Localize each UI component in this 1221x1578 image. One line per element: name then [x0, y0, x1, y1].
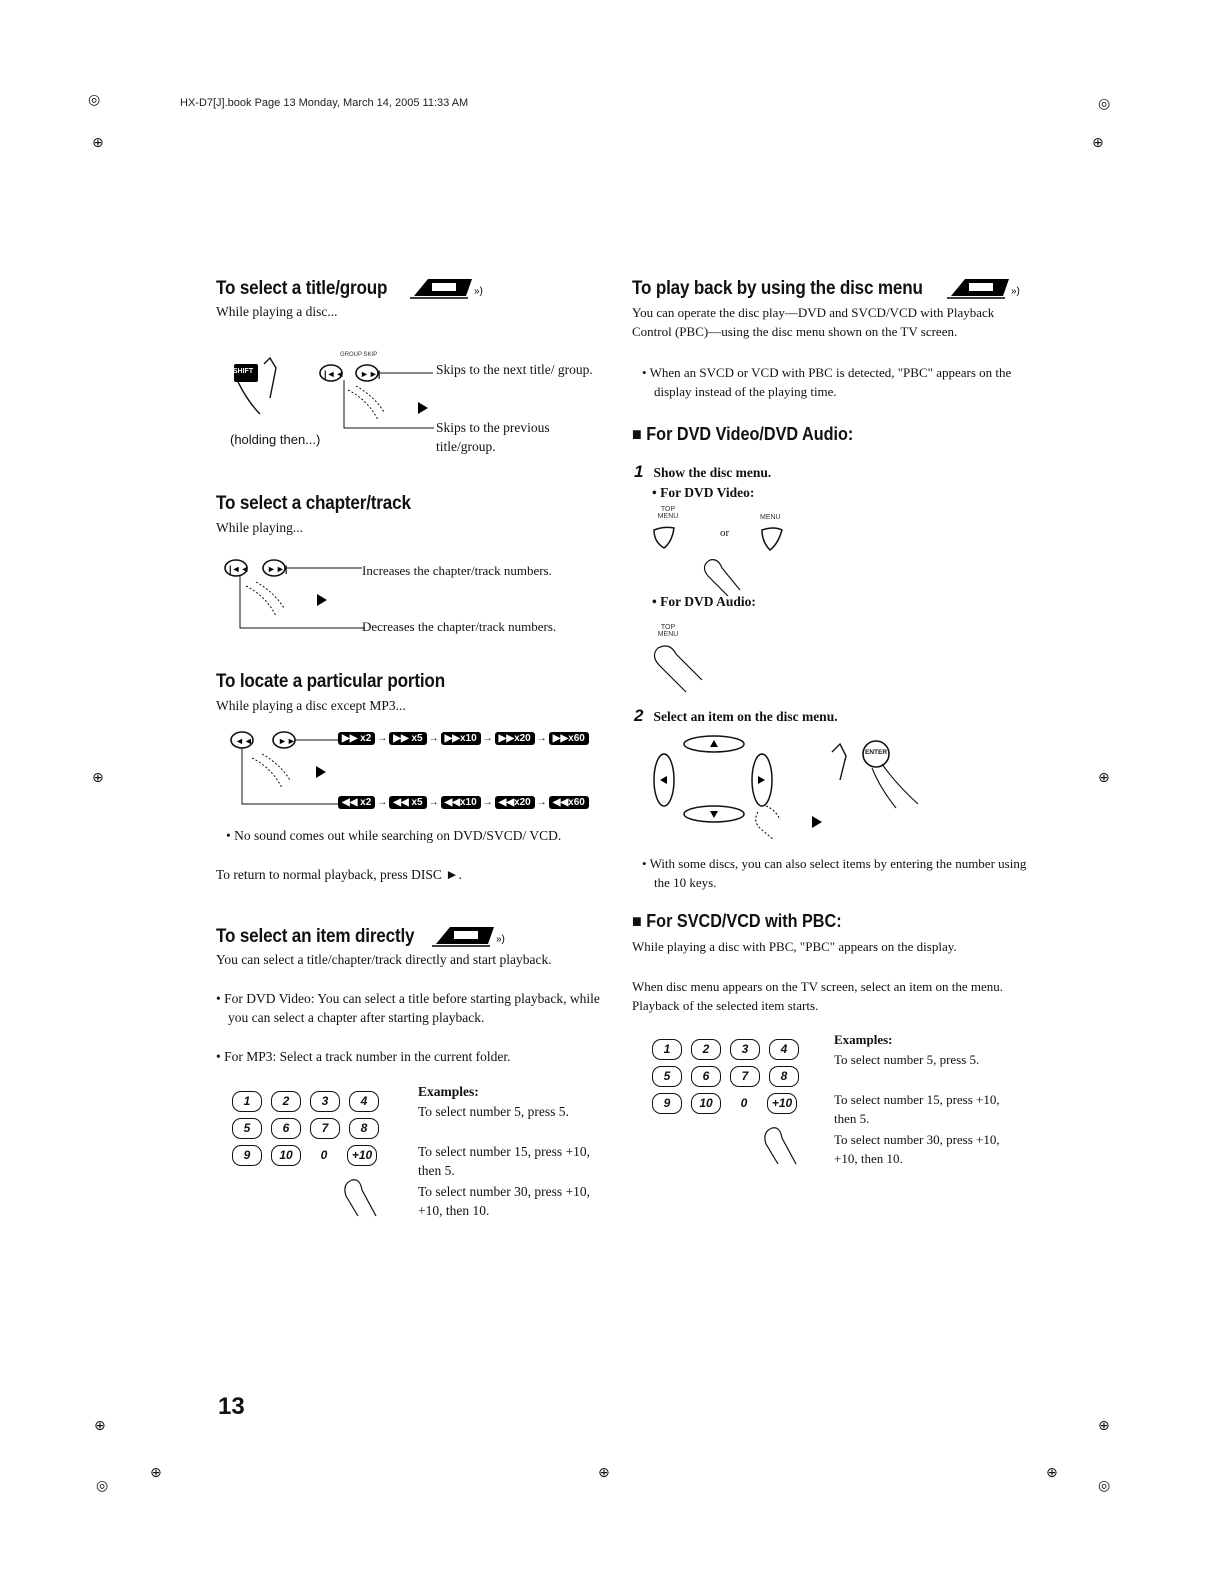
key-5: 5 — [652, 1066, 682, 1087]
key-10: 10 — [271, 1145, 301, 1166]
registration-mark-icon: ⊕ — [1098, 1418, 1110, 1434]
step-text: Select an item on the disc menu. — [653, 709, 838, 724]
svg-text:»): ») — [474, 286, 484, 297]
key-plus10: +10 — [347, 1145, 377, 1166]
key-5: 5 — [232, 1118, 262, 1139]
remote-only-icon — [432, 924, 512, 950]
key-3: 3 — [310, 1091, 340, 1112]
registration-mark-icon: ◎ — [96, 1478, 109, 1494]
chapter-title: To select a chapter/track — [216, 493, 411, 514]
svg-text:»): ») — [1011, 286, 1021, 297]
title-group-intro: While playing a disc... — [216, 304, 338, 319]
key-2: 2 — [271, 1091, 301, 1112]
direct-intro: You can select a title/chapter/track directly and start playback. — [216, 952, 552, 967]
speed-chip: ▶▶ x5 — [389, 732, 426, 745]
registration-mark-icon: ⊕ — [92, 135, 104, 151]
disc-menu-intro: You can operate the disc play—DVD and SVCD/VCD with Playback Control (PBC)—using the disc menu shown on the TV screen. — [632, 305, 995, 339]
step-number: 1 — [634, 462, 644, 481]
direct-title: To select an item directly — [216, 926, 415, 947]
registration-mark-icon: ⊕ — [92, 770, 104, 786]
remote-only-icon — [947, 276, 1027, 302]
svcd-examples-heading: Examples: — [834, 1032, 893, 1047]
svcd-number-keypad — [652, 1036, 799, 1117]
key-8: 8 — [349, 1118, 379, 1139]
svcd-ex3: To select number 30, press +10, +10, then 10. — [834, 1132, 1000, 1166]
section-title: To select a title/group — [216, 278, 388, 299]
title-group-heading — [216, 276, 490, 302]
reverse-speed-chain: ◀◀ x2 → ◀◀ x5 → ◀◀x10 → ◀◀x20 → ◀◀x60 — [338, 796, 589, 809]
dvd-note: • With some discs, you can also select items by entering the number using the 10 keys. — [642, 856, 1027, 890]
search-diagram — [228, 728, 340, 808]
svg-text:|◄◄: |◄◄ — [324, 369, 345, 379]
prev-title-label: Skips to the previous title/group. — [436, 420, 550, 454]
disc-menu-heading — [632, 276, 1027, 302]
key-4: 4 — [769, 1039, 799, 1060]
pressing-hand-icon — [338, 1176, 386, 1224]
key-4: 4 — [349, 1091, 379, 1112]
registration-mark-icon: ⊕ — [94, 1418, 106, 1434]
next-title-label: Skips to the next title/ group. — [436, 362, 593, 377]
pressing-hand-icon — [650, 640, 730, 700]
svcd-ex2: To select number 15, press +10, then 5. — [834, 1092, 1000, 1126]
key-6: 6 — [691, 1066, 721, 1087]
key-0: 0 — [740, 1096, 748, 1110]
speed-chip: ▶▶x10 — [441, 732, 481, 745]
speed-chip: ◀◀ x2 — [338, 796, 375, 809]
chapter-dec-label: Decreases the chapter/track numbers. — [362, 619, 557, 634]
svcd-p2: When disc menu appears on the TV screen, select an item on the menu. Playback of the selected item starts. — [632, 979, 1003, 1013]
key-9: 9 — [232, 1145, 262, 1166]
key-8: 8 — [769, 1066, 799, 1087]
locate-note: • No sound comes out while searching on DVD/SVCD/ VCD. — [226, 828, 562, 843]
svg-text:►►: ►► — [278, 736, 296, 746]
chapter-intro: While playing... — [216, 520, 303, 535]
top-menu-label: TOP MENU — [657, 506, 679, 520]
holding-label: (holding then...) — [230, 432, 321, 447]
step-text: Show the disc menu. — [653, 465, 772, 480]
chapter-inc-label: Increases the chapter/track numbers. — [362, 563, 552, 578]
key-2: 2 — [691, 1039, 721, 1060]
file-header: HX-D7[J].book Page 13 Monday, March 14, 2005 11:33 AM — [180, 97, 469, 109]
for-dvd-audio: • For DVD Audio: — [652, 594, 756, 609]
svg-text:◄◄: ◄◄ — [235, 736, 253, 746]
key-6: 6 — [271, 1118, 301, 1139]
registration-mark-icon: ◎ — [1098, 96, 1111, 112]
for-dvd-video: • For DVD Video: — [652, 485, 755, 500]
number-keypad — [232, 1088, 379, 1169]
speed-chip: ▶▶ x2 — [338, 732, 375, 745]
svg-text:►►|: ►►| — [267, 564, 288, 574]
top-menu-label-audio: TOP MENU — [657, 624, 679, 638]
key-7: 7 — [730, 1066, 760, 1087]
dvd-heading: ■ For DVD Video/DVD Audio: — [632, 424, 854, 444]
speed-chip: ◀◀ x5 — [389, 796, 426, 809]
direct-ex3: To select number 30, press +10, +10, then 10. — [418, 1184, 591, 1218]
menu-label: MENU — [760, 514, 781, 521]
speed-chip: ▶▶x60 — [549, 732, 589, 745]
title-group-diagram — [228, 350, 438, 440]
key-10: 10 — [691, 1093, 721, 1114]
key-0: 0 — [320, 1148, 328, 1162]
forward-speed-chain: ▶▶ x2 → ▶▶ x5 → ▶▶x10 → ▶▶x20 → ▶▶x60 — [338, 732, 589, 745]
registration-mark-icon: ⊕ — [1098, 770, 1110, 786]
pressing-hand-icon — [758, 1124, 806, 1172]
svg-text:►►|: ►►| — [360, 369, 381, 379]
svg-text:»): ») — [496, 934, 506, 945]
speed-chip: ▶▶x20 — [495, 732, 535, 745]
enter-key-label: ENTER — [864, 749, 888, 756]
locate-intro: While playing a disc except MP3... — [216, 698, 406, 713]
registration-mark-icon: ⊕ — [1092, 135, 1104, 151]
direct-ex1: To select number 5, press 5. — [418, 1104, 569, 1119]
locate-title: To locate a particular portion — [216, 671, 445, 692]
disc-menu-title: To play back by using the disc menu — [632, 278, 923, 299]
cursor-enter-diagram — [650, 732, 940, 842]
or-label: or — [720, 527, 730, 539]
svcd-heading: ■ For SVCD/VCD with PBC: — [632, 911, 842, 931]
key-1: 1 — [652, 1039, 682, 1060]
registration-mark-icon: ◎ — [88, 92, 101, 108]
chapter-diagram — [222, 552, 367, 632]
direct-mp3: • For MP3: Select a track number in the current folder. — [216, 1049, 511, 1064]
direct-ex2: To select number 15, press +10, then 5. — [418, 1144, 591, 1178]
dvd-step1 — [634, 462, 771, 482]
registration-mark-icon: ◎ — [1098, 1478, 1111, 1494]
remote-only-icon — [410, 276, 490, 302]
svcd-p1: While playing a disc with PBC, "PBC" appears on the display. — [632, 939, 957, 954]
dvd-step2 — [634, 706, 838, 726]
disc-menu-note: • When an SVCD or VCD with PBC is detected, "PBC" appears on the display instead of the playing time. — [642, 365, 1012, 399]
speed-chip: ◀◀x60 — [549, 796, 589, 809]
direct-dvd-video: • For DVD Video: You can select a title before starting playback, while you can select a chapter after starting playback. — [216, 991, 600, 1025]
speed-chip: ◀◀x10 — [441, 796, 481, 809]
page-number: 13 — [218, 1393, 245, 1420]
top-menu-button-diagram — [650, 520, 790, 600]
key-3: 3 — [730, 1039, 760, 1060]
registration-mark-icon: ⊕ — [150, 1465, 162, 1481]
speed-chip: ◀◀x20 — [495, 796, 535, 809]
key-9: 9 — [652, 1093, 682, 1114]
key-plus10: +10 — [767, 1093, 797, 1114]
locate-return: To return to normal playback, press DISC ►. — [216, 867, 462, 882]
key-1: 1 — [232, 1091, 262, 1112]
key-7: 7 — [310, 1118, 340, 1139]
svcd-ex1: To select number 5, press 5. — [834, 1052, 980, 1067]
shift-key: SHIFT — [232, 368, 254, 375]
group-skip-label: GROUP SKIP — [340, 352, 378, 358]
direct-examples-heading: Examples: — [418, 1084, 479, 1099]
svg-text:|◄◄: |◄◄ — [229, 564, 250, 574]
registration-mark-icon: ⊕ — [1046, 1465, 1058, 1481]
registration-mark-icon: ⊕ — [598, 1465, 610, 1481]
direct-heading — [216, 924, 512, 950]
step-number: 2 — [634, 706, 644, 725]
